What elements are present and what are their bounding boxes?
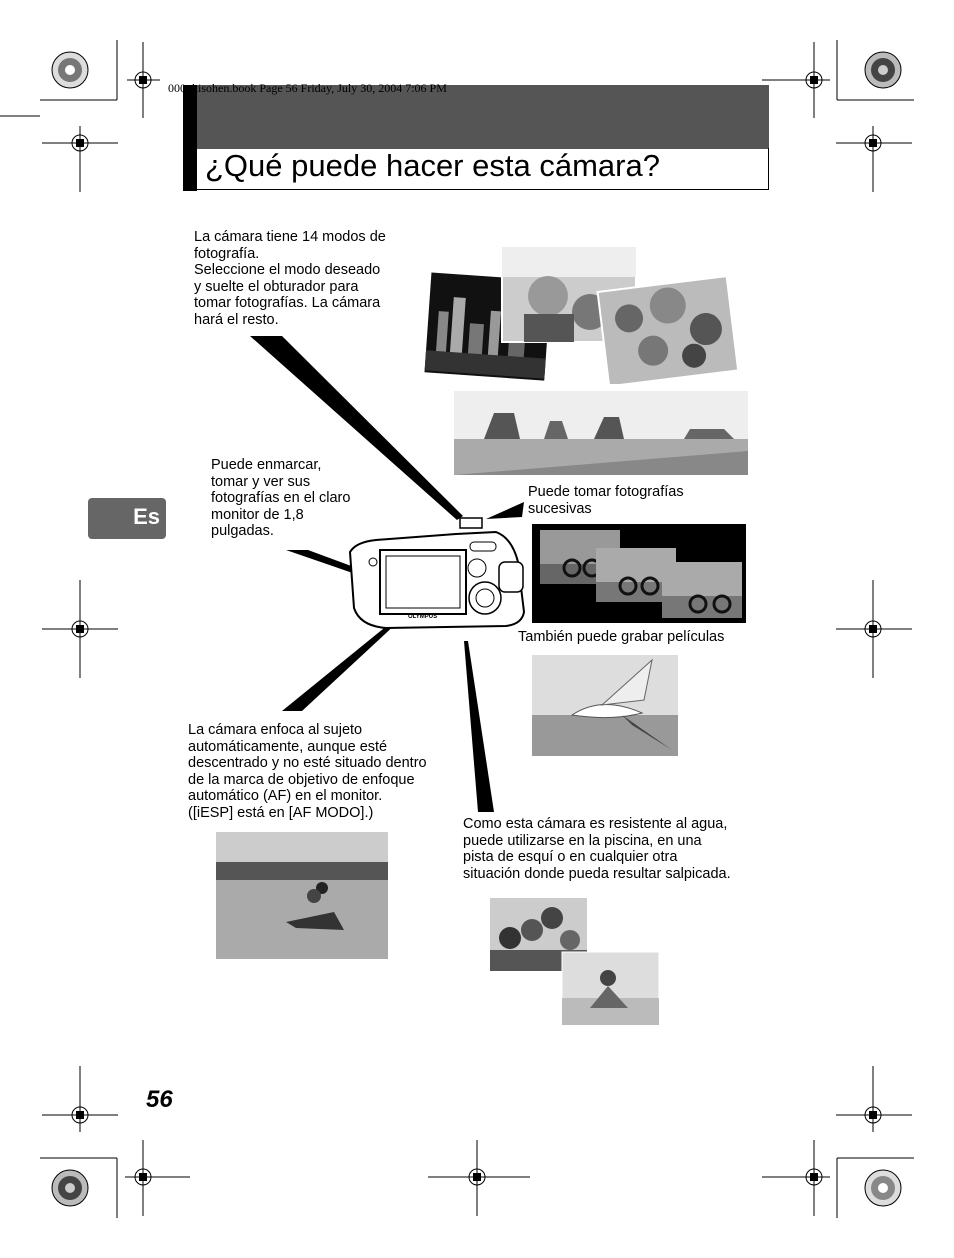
sequential-callout: Puede tomar fotografías sucesivas	[528, 484, 684, 517]
sequential-photos	[532, 524, 746, 623]
page-number: 56	[146, 1086, 173, 1113]
monitor-callout: Puede enmarcar, tomar y ver sus fotografías en el claro monitor de 1,8 pulgadas.	[211, 457, 351, 539]
camera-brand: OLYMPUS	[408, 614, 438, 620]
movies-callout: También puede grabar películas	[518, 629, 725, 645]
scene-mode-photos	[420, 244, 750, 384]
landscape-photo	[454, 391, 748, 475]
camera-illustration	[346, 512, 530, 630]
modes-callout: La cámara tiene 14 modos de fotografía. Seleccione el modo deseado y suelte el obturador para tomar fotografías. La cámara hará el resto.	[194, 229, 386, 328]
file-info: 000_kisohen.book Page 56 Friday, July 30, 2004 7:06 PM	[168, 81, 447, 95]
movie-photo	[532, 655, 678, 756]
language-tab-label: Es	[133, 504, 160, 529]
autofocus-photo	[216, 832, 388, 959]
waterproof-callout: Como esta cámara es resistente al agua, puede utilizarse en la piscina, en una pista de esquí o en cualquier otra situación donde pueda resultar salpicada.	[463, 816, 731, 882]
waterproof-photos	[490, 898, 660, 1026]
page-title: ¿Qué puede hacer esta cámara?	[205, 148, 660, 183]
autofocus-callout: La cámara enfoca al sujeto automáticamente, aunque esté descentrado y no esté situado dentro de la marca de objetivo de enfoque automático (AF) en el monitor. ([iESP] está en [AF MODO].)	[188, 722, 427, 821]
